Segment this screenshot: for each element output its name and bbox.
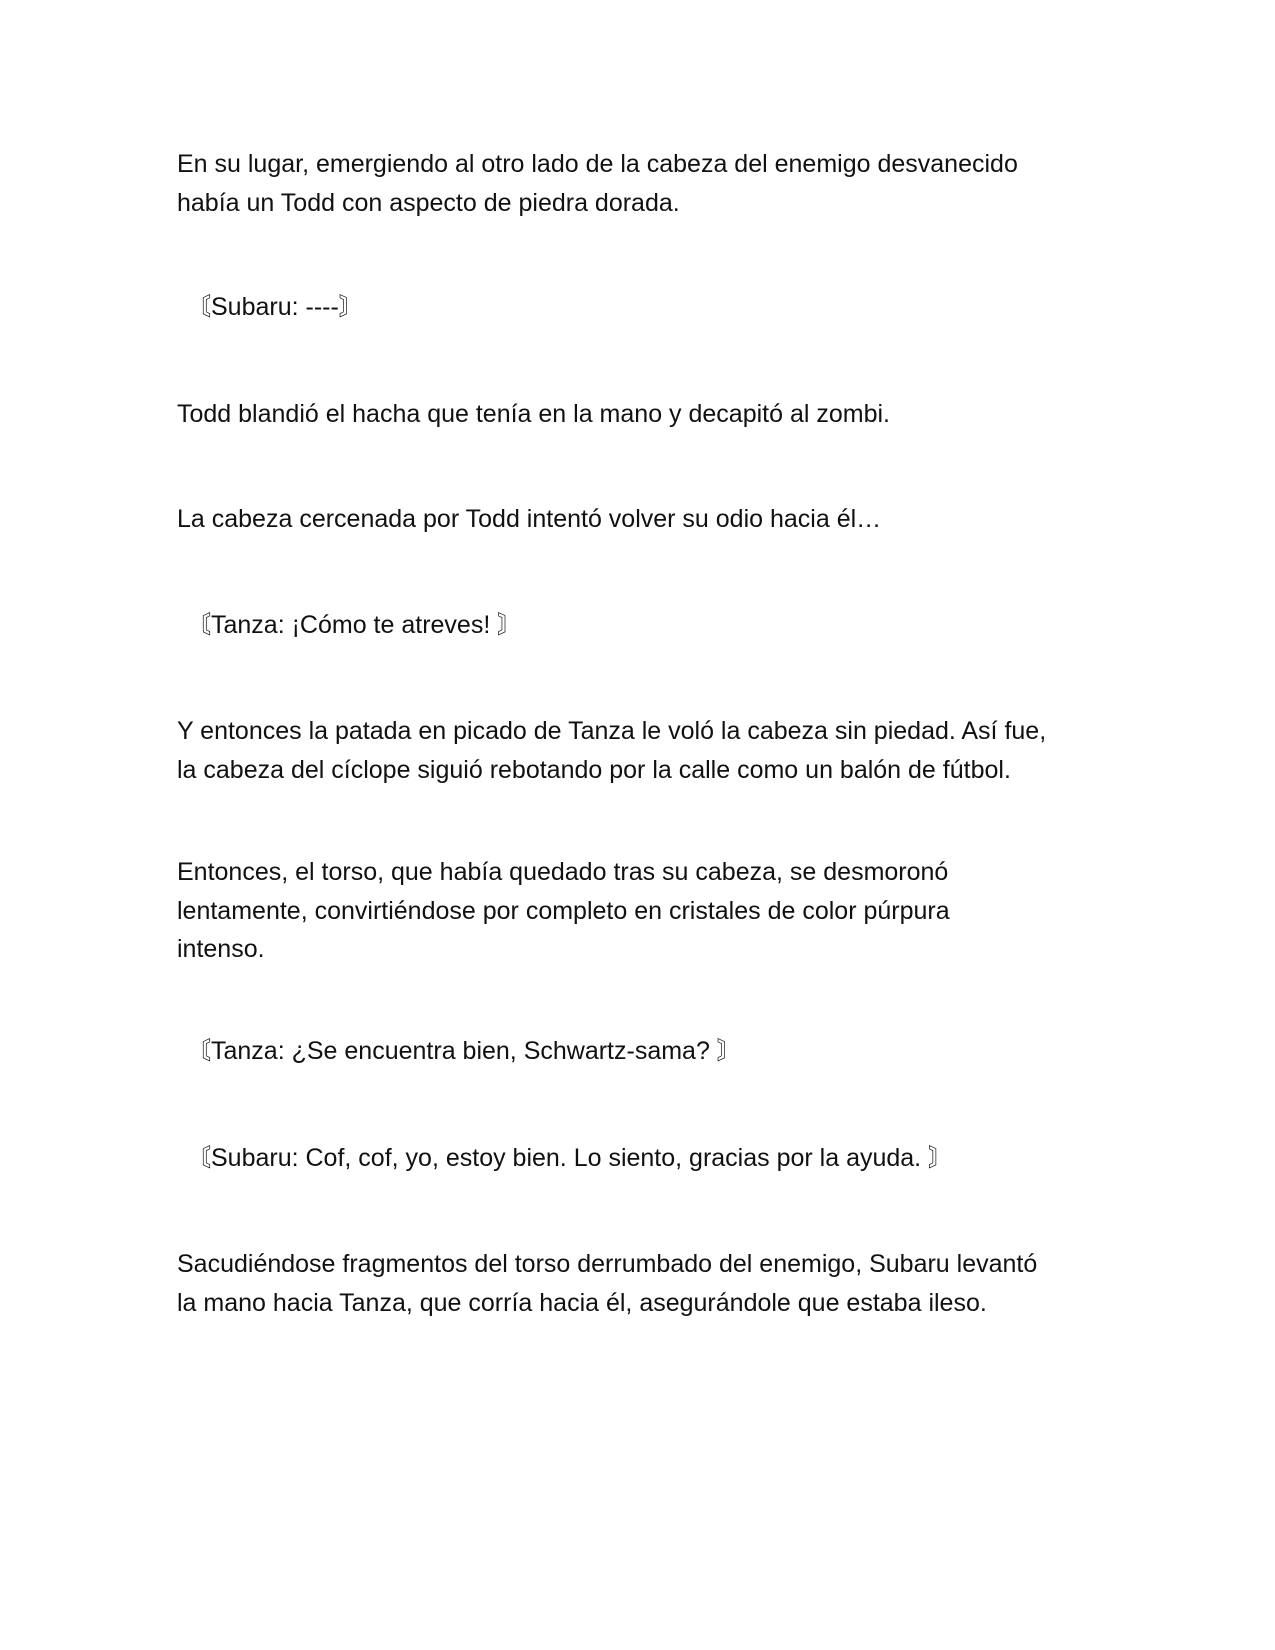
- dialogue-tanza-2: [186, 1032, 1126, 1071]
- text-line: intenso.: [177, 935, 265, 963]
- text-line: En su lugar, emergiendo al otro lado de la cabeza del enemigo desvanecido: [177, 150, 1018, 178]
- text-line: la mano hacia Tanza, que corría hacia él, asegurándole que estaba ileso.: [177, 1288, 987, 1317]
- text-line: 〘Subaru: Cof, cof, yo, estoy bien. Lo siento, gracias por la ayuda. 〙: [186, 1144, 954, 1172]
- text-line: 〘Tanza: ¡Cómo te atreves! 〙: [186, 611, 523, 639]
- paragraph-narration-2: [177, 395, 1117, 434]
- text-line: la cabeza del cíclope siguió rebotando por la calle como un balón de fútbol.: [177, 755, 1011, 784]
- paragraph-narration-1: [177, 145, 1117, 222]
- text-line: Y entonces la patada en picado de Tanza le voló la cabeza sin piedad. Así fue,: [177, 717, 1047, 745]
- text-line: Todd blandió el hacha que tenía en la mano y decapitó al zombi.: [177, 400, 890, 428]
- text-line: 〘Tanza: ¿Se encuentra bien, Schwartz-sama? 〙: [186, 1037, 742, 1065]
- paragraph-narration-4: [177, 712, 1117, 789]
- dialogue-subaru-2: [186, 1139, 1126, 1178]
- text-line: lentamente, convirtiéndose por completo en cristales de color púrpura: [177, 896, 950, 925]
- text-line: Sacudiéndose fragmentos del torso derrumbado del enemigo, Subaru levantó: [177, 1250, 1038, 1278]
- dialogue-subaru-1: [186, 288, 1126, 327]
- paragraph-narration-6: [177, 1245, 1117, 1322]
- text-line: Entonces, el torso, que había quedado tras su cabeza, se desmoronó: [177, 858, 949, 886]
- dialogue-tanza-1: [186, 606, 1126, 645]
- paragraph-narration-3: [177, 500, 1117, 539]
- paragraph-narration-5: [177, 853, 1117, 969]
- text-line: había un Todd con aspecto de piedra dorada.: [177, 188, 680, 217]
- text-line: La cabeza cercenada por Todd intentó volver su odio hacia él…: [177, 505, 882, 533]
- text-line: 〘Subaru: ----〙: [186, 293, 364, 321]
